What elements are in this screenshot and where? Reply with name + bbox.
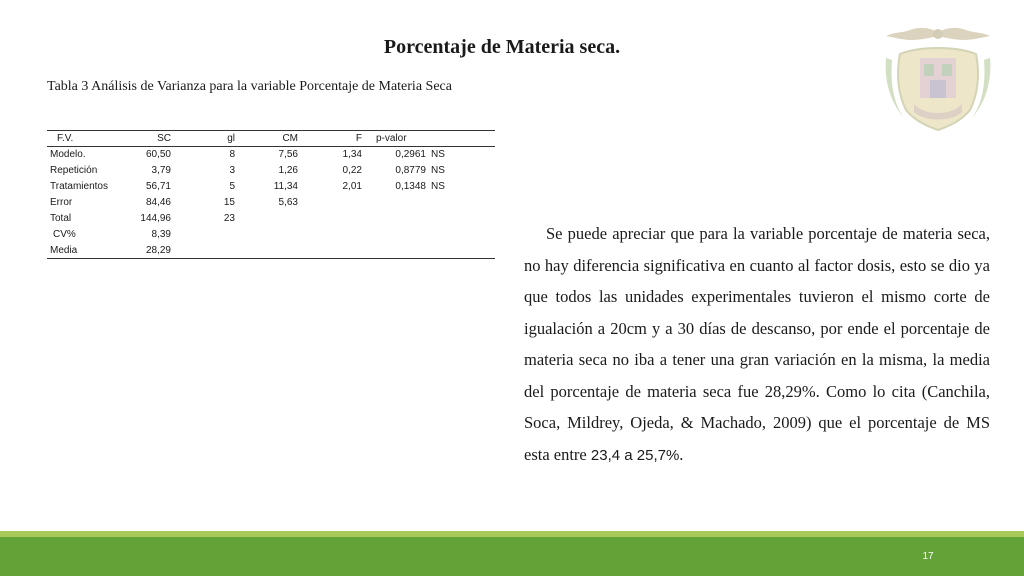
cell-fv: Error <box>50 197 73 208</box>
cell-fv: Total <box>50 213 72 224</box>
cell-f <box>298 243 362 259</box>
cell-cm <box>235 211 298 227</box>
cell-cm <box>235 227 298 243</box>
header-cm: CM <box>282 133 298 144</box>
cell-f <box>298 211 362 227</box>
cell-significance: NS <box>431 165 445 176</box>
table-row <box>47 179 495 195</box>
table-row <box>47 211 495 227</box>
cell-gl: 15 <box>223 197 235 208</box>
cell-sc: 56,71 <box>145 181 171 192</box>
cell-gl: 3 <box>229 165 235 176</box>
paragraph-main-text: Se puede apreciar que para la variable porcentaje de materia seca, no hay diferencia significativa en cuanto al factor dosis, esto se dio ya que todos las unidades experimentales tuvieron el mismo corte de igualación a 20cm y a 30 días de descanso, por ende el porcentaje de materia seca no iba a tener una gran variación en la misma, la media del porcentaje de materia seca fue 28,29%. Como lo cita (Canchila, Soca, Mildrey, Ojeda, & Machado, 2009) que el porcentaje de MS esta entre <box>524 224 990 464</box>
cell-p: 0,2961 <box>395 149 426 161</box>
cell-f: 0,22 <box>342 165 362 176</box>
cell-gl: 23 <box>223 213 235 224</box>
cell-p: 0,8779 <box>395 165 426 176</box>
cell-p <box>362 243 426 259</box>
cell-sc: 84,46 <box>145 197 171 208</box>
cell-cm: 7,56 <box>278 149 298 161</box>
cell-sc: 3,79 <box>151 165 171 176</box>
cell-cm: 11,34 <box>273 181 298 192</box>
cell-significance: NS <box>431 149 445 161</box>
cell-fv: CV% <box>53 229 76 240</box>
cell-f <box>298 227 362 243</box>
slide-title: Porcentaje de Materia seca. <box>383 36 621 58</box>
cell-fv: Tratamientos <box>50 181 108 192</box>
table-row <box>47 227 495 243</box>
header-gl: gl <box>227 133 235 144</box>
header-fv: F.V. <box>57 133 74 144</box>
cell-sc: 60,50 <box>145 149 171 161</box>
table-row <box>47 163 495 179</box>
university-crest-logo <box>880 24 996 136</box>
cell-p <box>362 211 426 227</box>
paragraph-range-text: 23,4 a 25,7% <box>590 446 680 464</box>
cell-p <box>362 227 426 243</box>
cell-sc: 28,29 <box>145 244 171 256</box>
paragraph-end-text: . <box>679 444 684 464</box>
cell-significance <box>426 243 495 259</box>
cell-cm: 1,26 <box>278 165 298 176</box>
cell-sc: 144,96 <box>140 213 171 224</box>
analysis-paragraph <box>524 218 990 471</box>
table-caption: Tabla 3 Análisis de Varianza para la variable Porcentaje de Materia Seca <box>47 79 452 94</box>
cell-gl: 8 <box>229 149 235 161</box>
table-header-row <box>47 131 495 147</box>
cell-f: 2,01 <box>342 181 362 192</box>
cell-p <box>362 195 426 211</box>
cell-p: 0,1348 <box>395 181 426 192</box>
cell-fv: Repetición <box>50 165 98 176</box>
anova-table <box>47 130 495 259</box>
table-row <box>47 243 495 259</box>
cell-significance <box>426 195 495 211</box>
page-number: 17 <box>922 551 934 562</box>
cell-significance <box>426 211 495 227</box>
table-row <box>47 195 495 211</box>
cell-cm <box>235 243 298 259</box>
cell-significance <box>426 227 495 243</box>
cell-gl <box>171 227 235 243</box>
table-row <box>47 147 495 163</box>
cell-fv: Media <box>50 244 78 256</box>
cell-f <box>298 195 362 211</box>
header-sc: SC <box>157 133 171 144</box>
header-p-valor: p-valor <box>376 133 407 144</box>
cell-sc: 8,39 <box>151 229 171 240</box>
cell-gl <box>171 243 235 259</box>
footer-bar <box>0 537 1024 576</box>
cell-gl: 5 <box>229 181 235 192</box>
cell-cm: 5,63 <box>278 197 298 208</box>
cell-f: 1,34 <box>342 149 362 161</box>
cell-significance: NS <box>431 181 445 192</box>
header-f: F <box>355 133 362 144</box>
cell-fv: Modelo. <box>50 149 86 161</box>
